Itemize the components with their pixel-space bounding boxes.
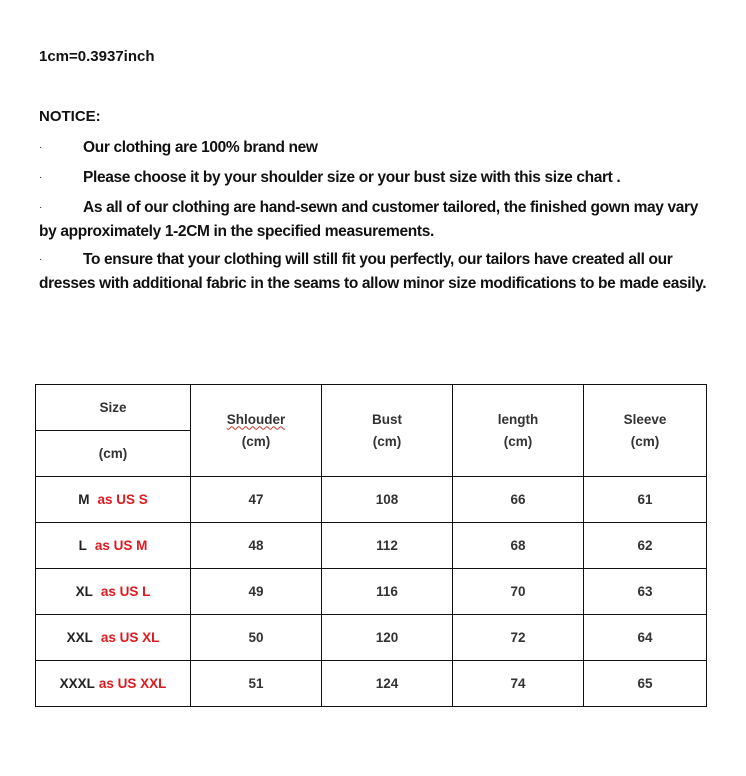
sleeve-cell: 62 <box>584 523 707 569</box>
size-cell: M as US S <box>36 477 191 523</box>
unit-conversion-note: 1cm=0.3937inch <box>39 48 155 65</box>
shoulder-cell: 47 <box>191 477 322 523</box>
table-row <box>36 523 707 569</box>
table-row <box>36 569 707 615</box>
bullet-icon: · <box>39 202 42 213</box>
size-header: Size <box>36 385 191 431</box>
sleeve-cell: 61 <box>584 477 707 523</box>
size-chart-table <box>35 384 707 707</box>
size-cell: XXL as US XL <box>36 615 191 661</box>
table-row <box>36 661 707 707</box>
notice-item: · As all of our clothing are hand-sewn and customer tailored, the finished gown may vary by approximately 1-2CM in the specified measurements. <box>39 196 709 244</box>
bust-cell: 124 <box>322 661 453 707</box>
notice-item: · Our clothing are 100% brand new <box>39 136 709 160</box>
notice-item: · To ensure that your clothing will still fit you perfectly, our tailors have created all our dresses with additional fabric in the seams to allow minor size modifications to be made easily. <box>39 248 709 296</box>
shoulder-cell: 51 <box>191 661 322 707</box>
bust-header: Bust (cm) <box>322 385 453 477</box>
notice-item: · Please choose it by your shoulder size or your bust size with this size chart . <box>39 166 709 190</box>
table-row <box>36 615 707 661</box>
shoulder-cell: 50 <box>191 615 322 661</box>
length-cell: 66 <box>453 477 584 523</box>
length-cell: 74 <box>453 661 584 707</box>
table-row <box>36 477 707 523</box>
length-header: length (cm) <box>453 385 584 477</box>
size-cell: L as US M <box>36 523 191 569</box>
sleeve-cell: 63 <box>584 569 707 615</box>
bullet-icon: · <box>39 142 42 153</box>
length-cell: 68 <box>453 523 584 569</box>
bust-cell: 116 <box>322 569 453 615</box>
shoulder-header: Shlouder (cm) <box>191 385 322 477</box>
bust-cell: 120 <box>322 615 453 661</box>
bust-cell: 112 <box>322 523 453 569</box>
sleeve-cell: 65 <box>584 661 707 707</box>
bust-cell: 108 <box>322 477 453 523</box>
shoulder-cell: 48 <box>191 523 322 569</box>
bullet-icon: · <box>39 254 42 265</box>
size-cell: XL as US L <box>36 569 191 615</box>
bullet-icon: · <box>39 172 42 183</box>
size-unit-header: (cm) <box>36 431 191 477</box>
size-cell: XXXL as US XXL <box>36 661 191 707</box>
shoulder-cell: 49 <box>191 569 322 615</box>
sleeve-header: Sleeve (cm) <box>584 385 707 477</box>
length-cell: 70 <box>453 569 584 615</box>
length-cell: 72 <box>453 615 584 661</box>
header-row <box>36 385 707 431</box>
sleeve-cell: 64 <box>584 615 707 661</box>
notice-heading: NOTICE: <box>39 108 101 125</box>
